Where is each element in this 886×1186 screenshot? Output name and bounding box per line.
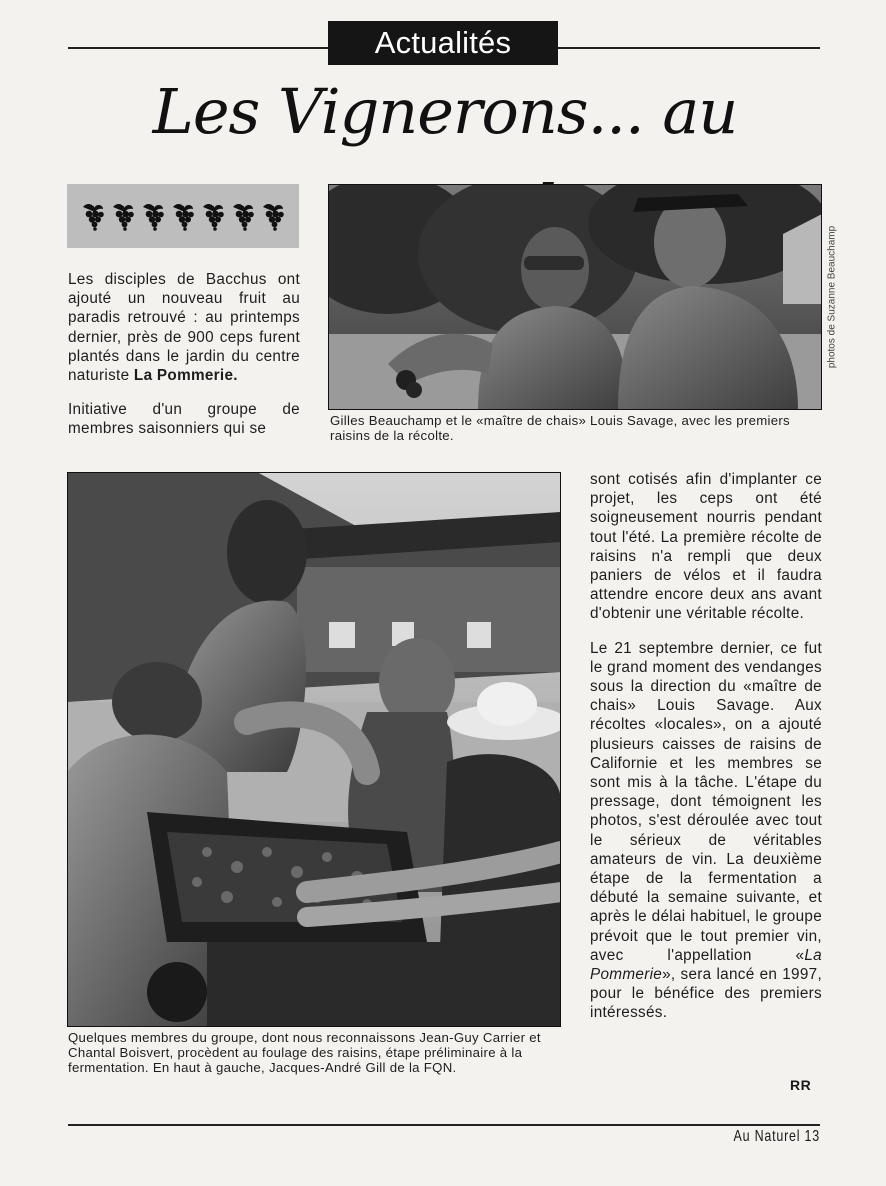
body-paragraph: sont cotisés afin d'implanter ce projet, les ceps ont été soigneusement nourris pendant tout l'été. La première récolte de raisins n'a rempli que deux paniers de vélos et il faudra attendre encore deux ans avant d'obtenir une véritable récolte. [590, 471, 822, 623]
photo-vintners [328, 184, 822, 410]
body-paragraph: Les disciples de Bacchus ont ajouté un nouveau fruit au paradis retrouvé : au printemps dernier, près de 900 ceps furent plantés dans le jardin du centre naturiste La Pommerie. [68, 271, 300, 385]
grape-ornament-band [67, 184, 299, 248]
grape-cluster-icon [110, 201, 136, 231]
grape-cluster-icon [200, 201, 226, 231]
page-footer [680, 1128, 820, 1146]
section-badge: Actualités [328, 21, 558, 65]
grape-cluster-icon [140, 201, 166, 231]
page-number: 13 [804, 1128, 820, 1145]
emphasized-name: La Pommerie [590, 946, 822, 984]
grape-cluster-icon [80, 201, 106, 231]
magazine-name: Au Naturel [733, 1128, 801, 1145]
photo-credit: photos de Suzanne Beauchamp [826, 225, 838, 369]
footer-rule [68, 1124, 820, 1126]
article-headline: Les Vignerons... au [152, 75, 738, 148]
grape-cluster-icon [260, 201, 286, 231]
emphasized-name: La Pommerie. [133, 367, 238, 385]
author-signature: RR [790, 1077, 812, 1093]
body-column-right [590, 470, 822, 1023]
body-column-left [68, 270, 300, 454]
grape-cluster-icon [230, 201, 256, 231]
grape-cluster-icon [170, 201, 196, 231]
photo2-caption: Quelques membres du groupe, dont nous reconnaissons Jean-Guy Carrier et Chantal Boisvert, procèdent au foulage des raisins, étape préliminaire à la fermentation. En haut à gauche, Jacques-André Gill de la FQN. [68, 1030, 541, 1076]
photo-grape-crushing [67, 472, 561, 1027]
body-paragraph: Le 21 septembre dernier, ce fut le grand moment des vendanges sous la direction du «maître de chais» Louis Savage. Aux récoltes «locales», on a ajouté plusieurs caisses de raisins de Californie et les membres se sont mis à la tâche. L'étape du pressage, dont témoignent les photos, s'est déroulée avec tout le sérieux de véritables amateurs de vin. La deuxième étape de la fermentation a débuté la semaine suivante, et après le délai habituel, le groupe prévoit que le tout premier vin, avec l'appellation «La Pommerie», sera lancé en 1997, pour le bénéfice des premiers intéressés. [590, 639, 822, 1022]
photo1-caption: Gilles Beauchamp et le «maître de chais» Louis Savage, avec les premiers raisins de la récolte. [330, 413, 790, 444]
body-paragraph: Initiative d'un groupe de membres saisonniers qui se [68, 401, 300, 438]
